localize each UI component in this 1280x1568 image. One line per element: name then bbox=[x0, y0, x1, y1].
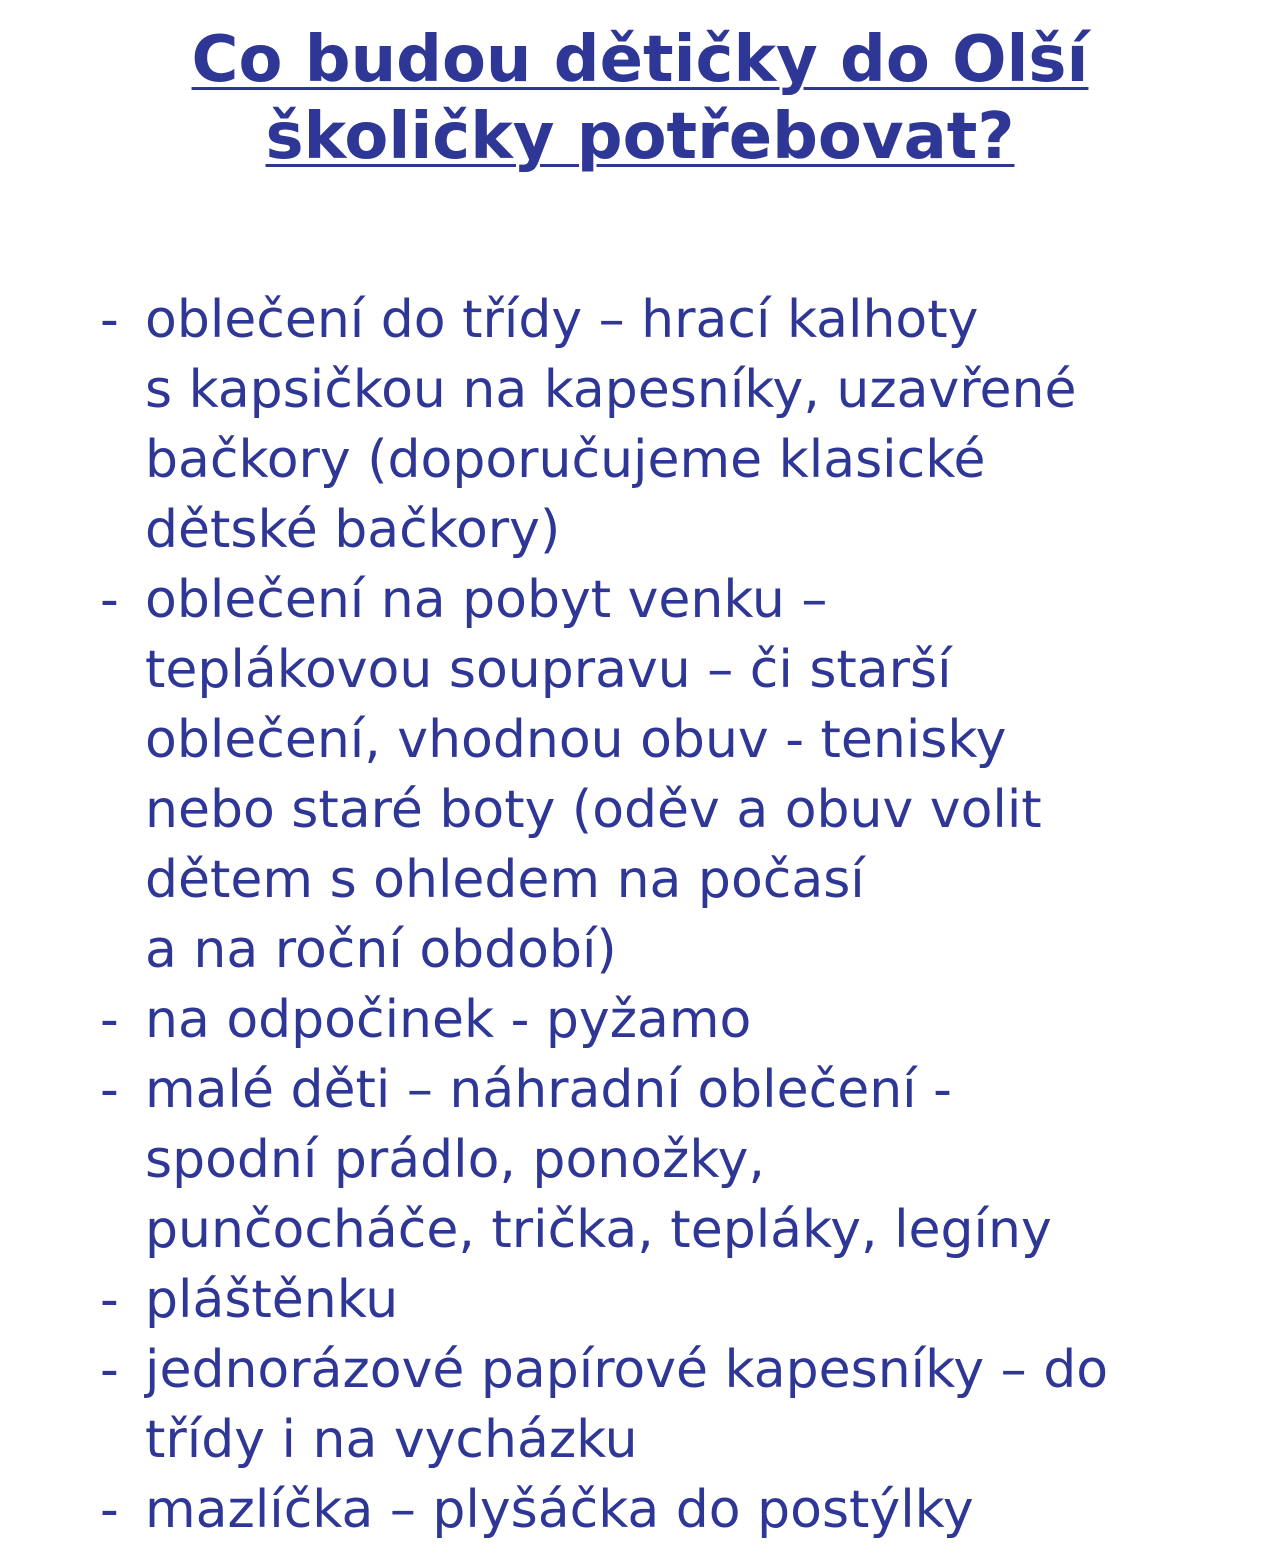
requirements-list bbox=[100, 285, 1275, 1545]
item-text-line: malé děti – náhradní oblečení - bbox=[145, 1060, 952, 1120]
item-text-line: mazlíčka – plyšáčka do postýlky bbox=[145, 1480, 974, 1540]
title-line-2: školičky potřebovat? bbox=[265, 100, 1015, 174]
item-text-line: třídy i na vycházku bbox=[145, 1410, 638, 1470]
item-text-line: oblečení do třídy – hrací kalhoty bbox=[145, 290, 979, 350]
page-title bbox=[0, 22, 1280, 176]
title-line-1: Co budou dětičky do Olší bbox=[191, 23, 1089, 97]
item-text-line: jednorázové papírové kapesníky – do bbox=[145, 1340, 1109, 1400]
item-text-line: nebo staré boty (oděv a obuv volit bbox=[145, 780, 1042, 840]
bullet-dash: - bbox=[100, 570, 119, 630]
item-text-line: bačkory (doporučujeme klasické bbox=[145, 430, 986, 490]
list-item-spare-clothes bbox=[100, 1055, 1275, 1265]
list-item-tissues bbox=[100, 1335, 1275, 1475]
item-text-line: na odpočinek - pyžamo bbox=[145, 990, 752, 1050]
item-text-line: pláštěnku bbox=[145, 1270, 399, 1330]
list-item-pajamas bbox=[100, 985, 1275, 1055]
item-text-line: dětské bačkory) bbox=[145, 500, 561, 560]
item-text-line: a na roční období) bbox=[145, 920, 617, 980]
item-text-line: oblečení na pobyt venku – bbox=[145, 570, 828, 630]
item-text-line: teplákovou soupravu – či starší bbox=[145, 640, 952, 700]
list-item-plush-toy bbox=[100, 1475, 1275, 1545]
list-item-clothing-class bbox=[100, 285, 1275, 565]
bullet-dash: - bbox=[100, 1060, 119, 1120]
item-text-line: s kapsičkou na kapesníky, uzavřené bbox=[145, 360, 1077, 420]
list-item-clothing-outdoor bbox=[100, 565, 1275, 985]
item-text-line: spodní prádlo, ponožky, bbox=[145, 1130, 765, 1190]
item-text-line: punčocháče, trička, tepláky, legíny bbox=[145, 1200, 1052, 1260]
bullet-dash: - bbox=[100, 1270, 119, 1330]
bullet-dash: - bbox=[100, 990, 119, 1050]
bullet-dash: - bbox=[100, 290, 119, 350]
item-text-line: dětem s ohledem na počasí bbox=[145, 850, 865, 910]
bullet-dash: - bbox=[100, 1340, 119, 1400]
list-item-raincoat bbox=[100, 1265, 1275, 1335]
bullet-dash: - bbox=[100, 1480, 119, 1540]
item-text-line: oblečení, vhodnou obuv - tenisky bbox=[145, 710, 1007, 770]
